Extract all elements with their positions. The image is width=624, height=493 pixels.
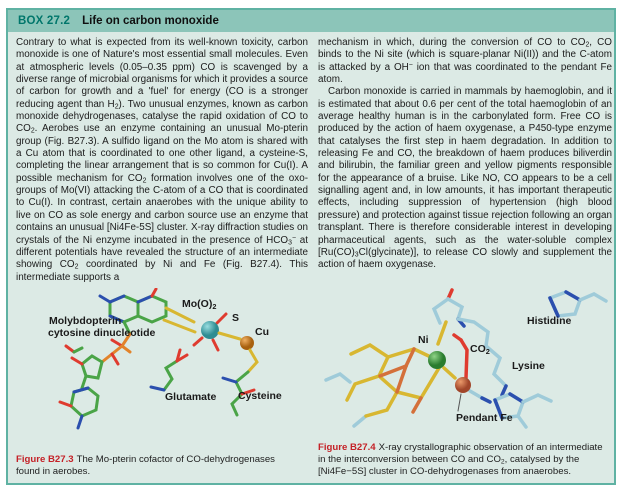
mo-pterin-structure-drawing xyxy=(14,288,308,452)
pendant-fe-pointer-line xyxy=(458,394,461,411)
paragraph: Carbon monoxide is carried in mammals by haemoglobin, and it is estimated that about 0.6 per cent of the total haemoglobin of an average healthy human is in the carbonylated form. Free CO is produced by the action of haem oxygenase, a P450-type enzyme that catalyses the first step in haem degradation. In addition to releasing Fe and CO, the breakdown of haem produces biliverdin and bilirubin, the familiar green and yellow pigments responsible for the appearance of a bruise. Like NO, CO appears to be a cell signalling agent and, in low amounts, it has important therapeutic effects, including suppression of hypertension (high blood pressure) and protection against tissue rejection following an organ transplant. There is therefore considerable interest in developing pharmaceutical agents, such as the water-soluble complex $[Ru(CO)_3Cl(glycinate)]$, to release CO slowly and supplement the action of haem oxygenase. xyxy=(318,86,612,271)
ni-atom xyxy=(428,351,446,369)
label-cysteine: Cysteine xyxy=(238,390,282,402)
cysteine-fragment xyxy=(223,350,257,415)
figure-b274-caption-text: X-ray crystallographic observation of an intermediate in the interconversion between CO and $CO_2$, catalysed by the [Ni4Fe−5S] cluster in CO-dehydrogenases from anaerobes. xyxy=(318,442,603,478)
mo-atom xyxy=(194,314,226,350)
paragraph: Contrary to what is expected from its well-known toxicity, carbon monoxide is one of Nature's most essential small molecules. Even at atmospheric levels (0.05–0.35 ppm) CO is scavenged by a diverse range of microbial organisms for which it provides a source of carbon for growth and a 'fuel' for energy (CO is a stronger reducing agent than $H_2$). Two unusual enzymes, known as carbon monoxide dehydrogenases, catalyse the rapid oxidation of CO to $CO_2$. Aerobes use an enzyme containing an unusual Mo-pterin group (Fig. B27.3). A sulfido ligand on the Mo atom is shared with a Cu atom that is coordinated to one other ligand, a cysteine-S, completing the linear arrangement that is so common for Cu(I). A possible mechanism for $CO_2$ formation involves one of the oxo-groups of Mo(VI) attacking the C-atom of a CO that is coordinated to Cu(I). In contrast, certain anaerobes with the unique ability to live on CO as sole energy and carbon source use an enzyme that contains an unusual [Ni4Fe-5S] cluster. X-ray diffraction studies on crystals of the Ni enzyme incubated in the presence of $HCO_3^-$ at different potentials have revealed the structure of an intermediate showing $CO_2$ coordinated by Ni and Fe (Fig. B27.4). This intermediate supports a xyxy=(16,37,308,283)
label-glutamate: Glutamate xyxy=(165,391,217,403)
figure-b273-caption xyxy=(16,454,300,478)
dithiolene-bonds xyxy=(164,308,195,332)
figure-b273-caption-text: The Mo-pterin cofactor of CO-dehydrogenases found in aerobes. xyxy=(16,454,275,478)
label-lysine: Lysine xyxy=(512,360,545,372)
label-co2: $CO_2$ xyxy=(470,343,490,356)
paragraph: mechanism in which, during the conversion of CO to $CO_2$, CO binds to the Ni site (which is square-planar Ni(II)) and the C-atom is attacked by a OH− ion that was coordinated to the pendant Fe atom. xyxy=(318,37,612,86)
fe-atom xyxy=(455,377,471,393)
figure-b274-caption xyxy=(318,442,612,479)
label-molybdopterin-line1: Molybdopterin xyxy=(49,315,122,327)
label-s: S xyxy=(232,312,240,324)
figure-b274-caption-label: Figure B27.4 xyxy=(318,442,376,453)
label-ni: Ni xyxy=(418,334,429,346)
box-title: Life on carbon monoxide xyxy=(82,15,219,27)
box-number: BOX 27.2 xyxy=(18,15,71,27)
label-mo-o2: $Mo(O)_2$ xyxy=(182,298,217,311)
left-text-column xyxy=(16,37,308,284)
glutamate-fragment xyxy=(151,350,187,390)
label-cu: Cu xyxy=(255,326,269,338)
label-pendant-fe: Pendant Fe xyxy=(456,412,513,424)
label-histidine: Histidine xyxy=(527,315,572,327)
figure-b274-molecule xyxy=(318,288,612,440)
box-header-strip xyxy=(8,10,614,32)
right-text-column xyxy=(318,37,612,272)
figure-b273-molecule xyxy=(14,288,308,452)
cu-atom xyxy=(240,336,254,350)
textbook-box xyxy=(6,8,616,485)
co2-group xyxy=(454,335,467,378)
figure-b273-caption-label: Figure B27.3 xyxy=(16,454,74,465)
sulfido-bridge-bond xyxy=(219,333,240,339)
fes-cluster-cage xyxy=(347,322,455,416)
label-molybdopterin-line2: cytosine dinucleotide xyxy=(48,327,156,339)
